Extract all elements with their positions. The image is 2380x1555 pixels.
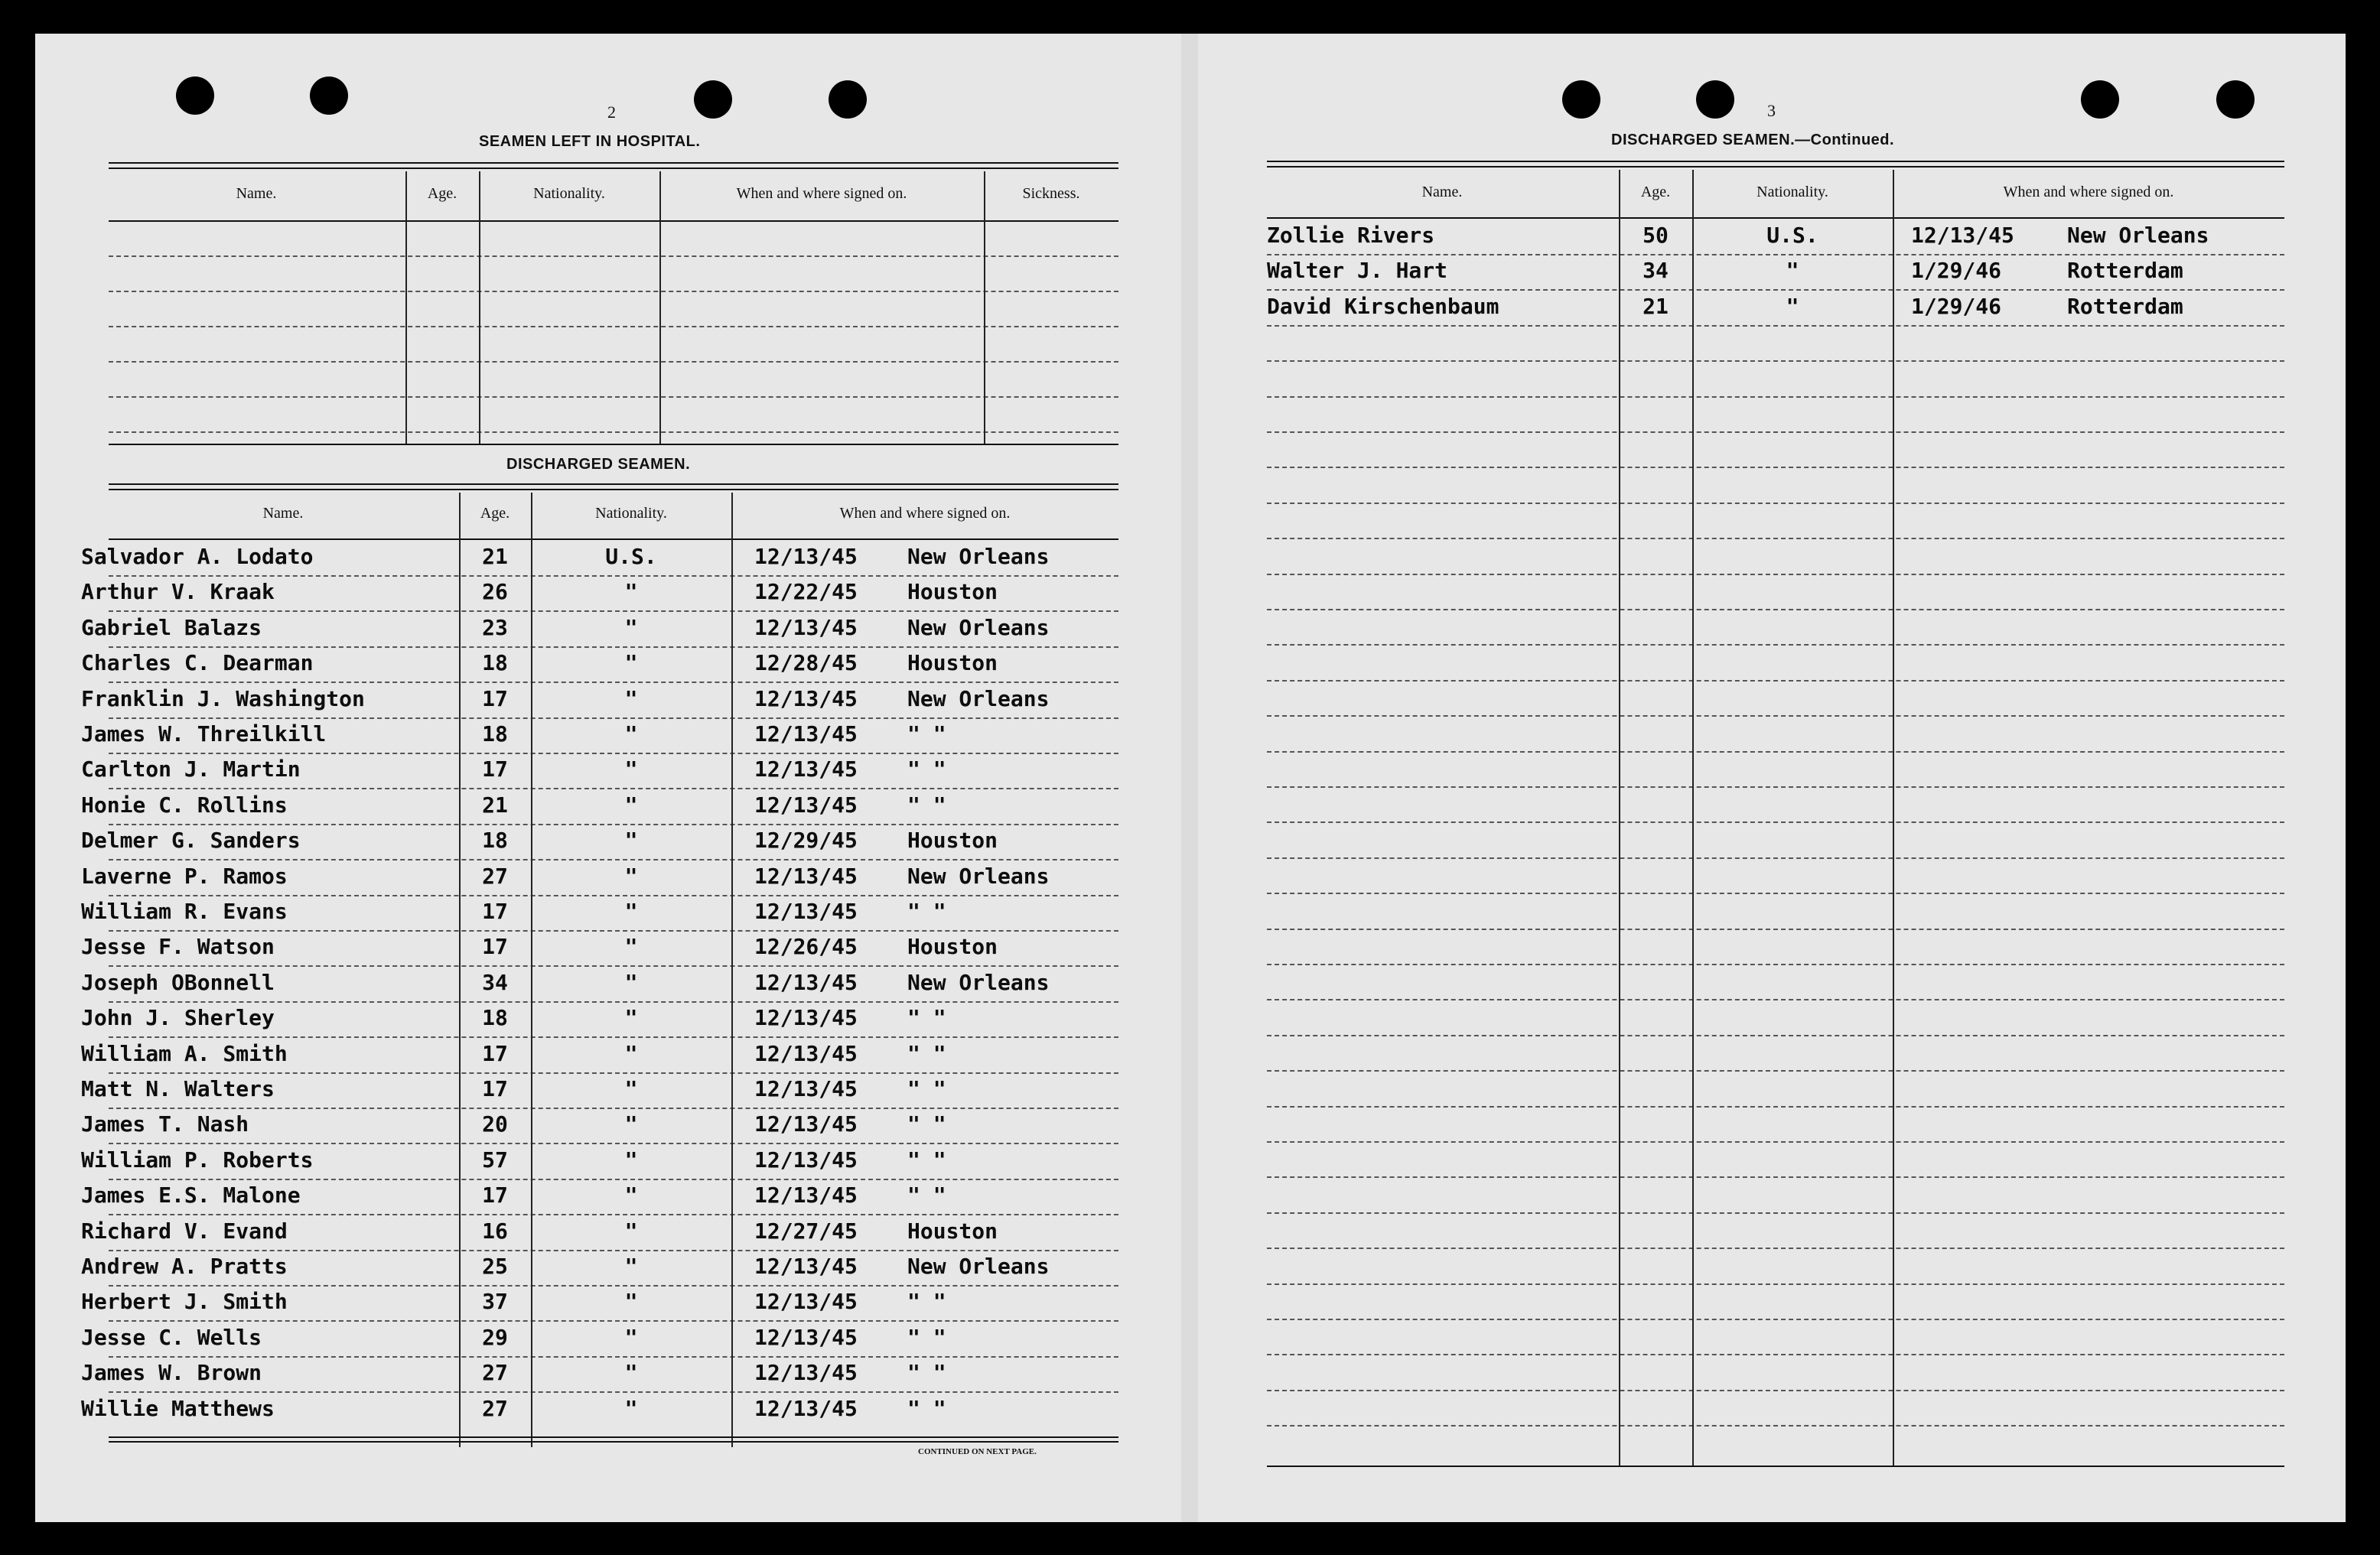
signed-on-date: 12/13/45 [754, 1254, 858, 1279]
seaman-age: 27 [482, 1360, 508, 1385]
dashed-row-line [109, 291, 1118, 292]
page-number-right: 3 [1767, 101, 1776, 120]
seaman-nationality: " [1786, 258, 1799, 283]
dashed-row-line [109, 1391, 1118, 1393]
right-header-nationality: Nationality. [1757, 184, 1828, 200]
punch-hole [176, 76, 214, 115]
seaman-nationality: " [624, 579, 638, 604]
seaman-nationality: " [624, 650, 638, 675]
seaman-age: 17 [482, 1183, 508, 1208]
seaman-name: Jesse F. Watson [81, 934, 275, 959]
seaman-age: 16 [482, 1218, 508, 1244]
seaman-nationality: " [624, 934, 638, 959]
dashed-row-line [1267, 644, 2284, 646]
book-spine [1181, 34, 1198, 1522]
dashed-row-line [1267, 786, 2284, 788]
seaman-age: 17 [482, 899, 508, 924]
dashed-row-line [109, 1143, 1118, 1144]
seaman-name: David Kirschenbaum [1267, 294, 1499, 319]
seaman-age: 34 [1643, 258, 1669, 283]
seaman-nationality: " [624, 1183, 638, 1208]
signed-on-place: New Orleans [907, 544, 1050, 569]
seaman-nationality: " [624, 1041, 638, 1066]
signed-on-place: " " [907, 1183, 946, 1208]
seaman-name: James W. Threilkill [81, 721, 327, 747]
rule [1267, 166, 2284, 168]
seaman-name: John J. Sherley [81, 1005, 275, 1030]
punch-hole [829, 80, 867, 119]
seaman-age: 17 [482, 686, 508, 711]
dashed-row-line [109, 1179, 1118, 1180]
discharged-header-signed-on: When and where signed on. [839, 505, 1011, 522]
signed-on-date: 12/13/45 [754, 1360, 858, 1385]
dashed-row-line [1267, 360, 2284, 362]
seaman-age: 18 [482, 721, 508, 747]
seaman-nationality: " [624, 1325, 638, 1350]
dashed-row-line [1267, 609, 2284, 610]
column-divider [1619, 170, 1620, 1466]
dashed-row-line [1267, 680, 2284, 682]
seaman-nationality: " [624, 970, 638, 995]
signed-on-place: New Orleans [907, 864, 1050, 889]
dashed-row-line [1267, 893, 2284, 894]
signed-on-date: 12/13/45 [754, 1147, 858, 1173]
dashed-row-line [109, 326, 1118, 327]
dashed-row-line [1267, 467, 2284, 468]
seaman-age: 17 [482, 1076, 508, 1101]
signed-on-place: Houston [907, 934, 998, 959]
seaman-name: Laverne P. Ramos [81, 864, 288, 889]
seaman-name: Walter J. Hart [1267, 258, 1448, 283]
dashed-row-line [1267, 821, 2284, 823]
seaman-nationality: " [624, 1396, 638, 1421]
seaman-name: James E.S. Malone [81, 1183, 301, 1208]
signed-on-place: New Orleans [907, 686, 1050, 711]
signed-on-place: " " [907, 1325, 946, 1350]
signed-on-place: " " [907, 1147, 946, 1173]
seaman-name: Honie C. Rollins [81, 792, 288, 818]
signed-on-place: " " [907, 899, 946, 924]
dashed-row-line [1267, 254, 2284, 255]
seaman-name: William R. Evans [81, 899, 288, 924]
signed-on-place: " " [907, 1076, 946, 1101]
dashed-row-line [109, 1320, 1118, 1322]
seaman-name: Charles C. Dearman [81, 650, 314, 675]
dashed-row-line [109, 255, 1118, 257]
seaman-nationality: U.S. [605, 544, 657, 569]
rule [1267, 1466, 2284, 1467]
seaman-age: 21 [1643, 294, 1669, 319]
column-divider [405, 171, 407, 444]
seaman-age: 20 [482, 1111, 508, 1137]
dashed-row-line [109, 965, 1118, 967]
signed-on-date: 12/13/45 [754, 864, 858, 889]
seaman-age: 25 [482, 1254, 508, 1279]
signed-on-date: 12/13/45 [754, 1076, 858, 1101]
seaman-nationality: " [624, 721, 638, 747]
seaman-age: 18 [482, 828, 508, 853]
dashed-row-line [109, 646, 1118, 648]
dashed-row-line [1267, 325, 2284, 327]
seaman-name: Richard V. Evand [81, 1218, 288, 1244]
seaman-name: Willie Matthews [81, 1396, 275, 1421]
hospital-header-name: Name. [236, 185, 277, 202]
signed-on-date: 12/28/45 [754, 650, 858, 675]
signed-on-place: " " [907, 1041, 946, 1066]
seaman-age: 26 [482, 579, 508, 604]
punch-hole [310, 76, 348, 115]
signed-on-date: 12/13/45 [754, 721, 858, 747]
dashed-row-line [109, 1036, 1118, 1038]
signed-on-place: " " [907, 792, 946, 818]
seaman-nationality: U.S. [1766, 223, 1818, 248]
signed-on-date: 12/13/45 [754, 1041, 858, 1066]
discharged-header-name: Name. [262, 505, 304, 522]
signed-on-place: Houston [907, 579, 998, 604]
hospital-header-signed-on: When and where signed on. [736, 185, 907, 202]
rule [109, 168, 1118, 169]
seaman-name: Joseph OBonnell [81, 970, 275, 995]
dashed-row-line [109, 682, 1118, 683]
signed-on-place: " " [907, 1396, 946, 1421]
signed-on-place: " " [907, 1360, 946, 1385]
seaman-name: Herbert J. Smith [81, 1289, 288, 1314]
signed-on-date: 12/13/45 [754, 544, 858, 569]
dashed-row-line [1267, 1390, 2284, 1391]
seaman-nationality: " [624, 1111, 638, 1137]
rule [109, 162, 1118, 164]
seaman-nationality: " [1786, 294, 1799, 319]
dashed-row-line [109, 1285, 1118, 1287]
hospital-header-nationality: Nationality. [533, 185, 605, 202]
continued-section-title: DISCHARGED SEAMEN.—Continued. [1611, 132, 1895, 148]
rule [109, 1436, 1118, 1438]
signed-on-date: 12/13/45 [1911, 223, 2014, 248]
seaman-name: Andrew A. Pratts [81, 1254, 288, 1279]
signed-on-place: New Orleans [907, 615, 1050, 640]
discharged-header-age: Age. [480, 505, 510, 522]
dashed-row-line [1267, 1106, 2284, 1108]
column-divider [1893, 170, 1894, 1466]
page-number-left: 2 [607, 102, 616, 122]
dashed-row-line [1267, 964, 2284, 965]
dashed-row-line [109, 1250, 1118, 1251]
ledger-sheet [35, 34, 2346, 1522]
dashed-row-line [1267, 999, 2284, 1000]
dashed-row-line [109, 575, 1118, 577]
discharged-header-nationality: Nationality. [595, 505, 667, 522]
signed-on-place: " " [907, 1005, 946, 1030]
punch-hole [1696, 80, 1734, 119]
rule [109, 538, 1118, 540]
column-divider [984, 171, 985, 444]
dashed-row-line [109, 361, 1118, 363]
signed-on-place: " " [907, 721, 946, 747]
seaman-age: 18 [482, 1005, 508, 1030]
seaman-nationality: " [624, 1005, 638, 1030]
hospital-header-age: Age. [427, 185, 457, 202]
seaman-nationality: " [624, 792, 638, 818]
signed-on-date: 12/13/45 [754, 1396, 858, 1421]
seaman-nationality: " [624, 686, 638, 711]
dashed-row-line [1267, 396, 2284, 398]
dashed-row-line [109, 396, 1118, 398]
signed-on-place: Rotterdam [2067, 294, 2183, 319]
seaman-nationality: " [624, 615, 638, 640]
dashed-row-line [109, 788, 1118, 789]
dashed-row-line [1267, 1035, 2284, 1036]
dashed-row-line [109, 1356, 1118, 1358]
signed-on-place: " " [907, 1289, 946, 1314]
seaman-nationality: " [624, 756, 638, 782]
dashed-row-line [1267, 1248, 2284, 1249]
dashed-row-line [1267, 857, 2284, 859]
signed-on-place: Houston [907, 1218, 998, 1244]
seaman-age: 21 [482, 792, 508, 818]
signed-on-place: New Orleans [2067, 223, 2209, 248]
dashed-row-line [109, 1214, 1118, 1215]
column-divider [659, 171, 661, 444]
seaman-name: Carlton J. Martin [81, 756, 301, 782]
punch-hole [694, 80, 732, 119]
seaman-age: 50 [1643, 223, 1669, 248]
rule [1267, 161, 2284, 162]
dashed-row-line [109, 895, 1118, 896]
signed-on-date: 12/29/45 [754, 828, 858, 853]
signed-on-date: 12/13/45 [754, 1005, 858, 1030]
seaman-age: 57 [482, 1147, 508, 1173]
signed-on-date: 12/13/45 [754, 1183, 858, 1208]
signed-on-date: 12/13/45 [754, 1289, 858, 1314]
dashed-row-line [1267, 929, 2284, 930]
seaman-age: 17 [482, 934, 508, 959]
right-header-age: Age. [1640, 184, 1671, 200]
seaman-nationality: " [624, 864, 638, 889]
dashed-row-line [109, 610, 1118, 612]
signed-on-date: 12/27/45 [754, 1218, 858, 1244]
signed-on-date: 1/29/46 [1911, 294, 2002, 319]
punch-hole [1562, 80, 1600, 119]
dashed-row-line [109, 1001, 1118, 1003]
signed-on-place: " " [907, 756, 946, 782]
signed-on-date: 12/13/45 [754, 615, 858, 640]
signed-on-date: 12/22/45 [754, 579, 858, 604]
dashed-row-line [109, 753, 1118, 754]
signed-on-date: 12/13/45 [754, 1325, 858, 1350]
column-divider [731, 493, 733, 1447]
dashed-row-line [1267, 574, 2284, 575]
seaman-nationality: " [624, 1147, 638, 1173]
dashed-row-line [1267, 1070, 2284, 1072]
rule [109, 1441, 1118, 1443]
seaman-nationality: " [624, 1360, 638, 1385]
seaman-name: James W. Brown [81, 1360, 262, 1385]
dashed-row-line [1267, 1319, 2284, 1320]
seaman-age: 27 [482, 1396, 508, 1421]
signed-on-date: 12/13/45 [754, 686, 858, 711]
seaman-age: 21 [482, 544, 508, 569]
seaman-name: Salvador A. Lodato [81, 544, 314, 569]
seaman-age: 37 [482, 1289, 508, 1314]
seaman-nationality: " [624, 1254, 638, 1279]
dashed-row-line [1267, 538, 2284, 539]
dashed-row-line [109, 859, 1118, 860]
seaman-age: 23 [482, 615, 508, 640]
column-divider [1692, 170, 1694, 1466]
signed-on-place: Houston [907, 828, 998, 853]
dashed-row-line [109, 930, 1118, 932]
discharged-section-title: DISCHARGED SEAMEN. [506, 456, 691, 473]
seaman-name: Gabriel Balazs [81, 615, 262, 640]
dashed-row-line [109, 824, 1118, 825]
dashed-row-line [1267, 1176, 2284, 1178]
dashed-row-line [109, 1108, 1118, 1109]
seaman-nationality: " [624, 828, 638, 853]
signed-on-place: New Orleans [907, 970, 1050, 995]
seaman-age: 17 [482, 756, 508, 782]
seaman-name: Zollie Rivers [1267, 223, 1435, 248]
dashed-row-line [1267, 431, 2284, 433]
dashed-row-line [109, 431, 1118, 433]
seaman-nationality: " [624, 1289, 638, 1314]
seaman-nationality: " [624, 899, 638, 924]
signed-on-date: 12/13/45 [754, 1111, 858, 1137]
hospital-header-sickness: Sickness. [1022, 185, 1080, 202]
signed-on-date: 12/13/45 [754, 792, 858, 818]
dashed-row-line [1267, 503, 2284, 504]
dashed-row-line [1267, 1212, 2284, 1214]
seaman-name: Franklin J. Washington [81, 686, 365, 711]
hospital-section-title: SEAMEN LEFT IN HOSPITAL. [479, 133, 701, 150]
dashed-row-line [1267, 1354, 2284, 1355]
signed-on-place: New Orleans [907, 1254, 1050, 1279]
seaman-name: Delmer G. Sanders [81, 828, 301, 853]
signed-on-date: 12/13/45 [754, 970, 858, 995]
seaman-age: 18 [482, 650, 508, 675]
punch-hole [2216, 80, 2255, 119]
signed-on-place: Houston [907, 650, 998, 675]
column-divider [479, 171, 480, 444]
dashed-row-line [1267, 1141, 2284, 1143]
rule [1267, 217, 2284, 219]
seaman-name: William A. Smith [81, 1041, 288, 1066]
continued-note: CONTINUED ON NEXT PAGE. [918, 1447, 1037, 1456]
signed-on-date: 1/29/46 [1911, 258, 2002, 283]
seaman-nationality: " [624, 1076, 638, 1101]
seaman-name: Arthur V. Kraak [81, 579, 275, 604]
right-header-name: Name. [1421, 184, 1463, 200]
dashed-row-line [1267, 1283, 2284, 1285]
seaman-age: 27 [482, 864, 508, 889]
rule [109, 489, 1118, 490]
signed-on-place: Rotterdam [2067, 258, 2183, 283]
seaman-name: William P. Roberts [81, 1147, 314, 1173]
dashed-row-line [1267, 1425, 2284, 1427]
seaman-nationality: " [624, 1218, 638, 1244]
dashed-row-line [1267, 715, 2284, 717]
seaman-name: Jesse C. Wells [81, 1325, 262, 1350]
rule [109, 444, 1118, 445]
seaman-age: 17 [482, 1041, 508, 1066]
signed-on-date: 12/26/45 [754, 934, 858, 959]
rule [109, 483, 1118, 485]
dashed-row-line [1267, 289, 2284, 291]
right-header-signed-on: When and where signed on. [2003, 184, 2174, 200]
seaman-age: 29 [482, 1325, 508, 1350]
signed-on-place: " " [907, 1111, 946, 1137]
seaman-name: James T. Nash [81, 1111, 249, 1137]
dashed-row-line [109, 717, 1118, 719]
signed-on-date: 12/13/45 [754, 899, 858, 924]
seaman-age: 34 [482, 970, 508, 995]
rule [109, 220, 1118, 222]
punch-hole [2081, 80, 2119, 119]
seaman-name: Matt N. Walters [81, 1076, 275, 1101]
dashed-row-line [109, 1072, 1118, 1074]
signed-on-date: 12/13/45 [754, 756, 858, 782]
dashed-row-line [1267, 751, 2284, 753]
